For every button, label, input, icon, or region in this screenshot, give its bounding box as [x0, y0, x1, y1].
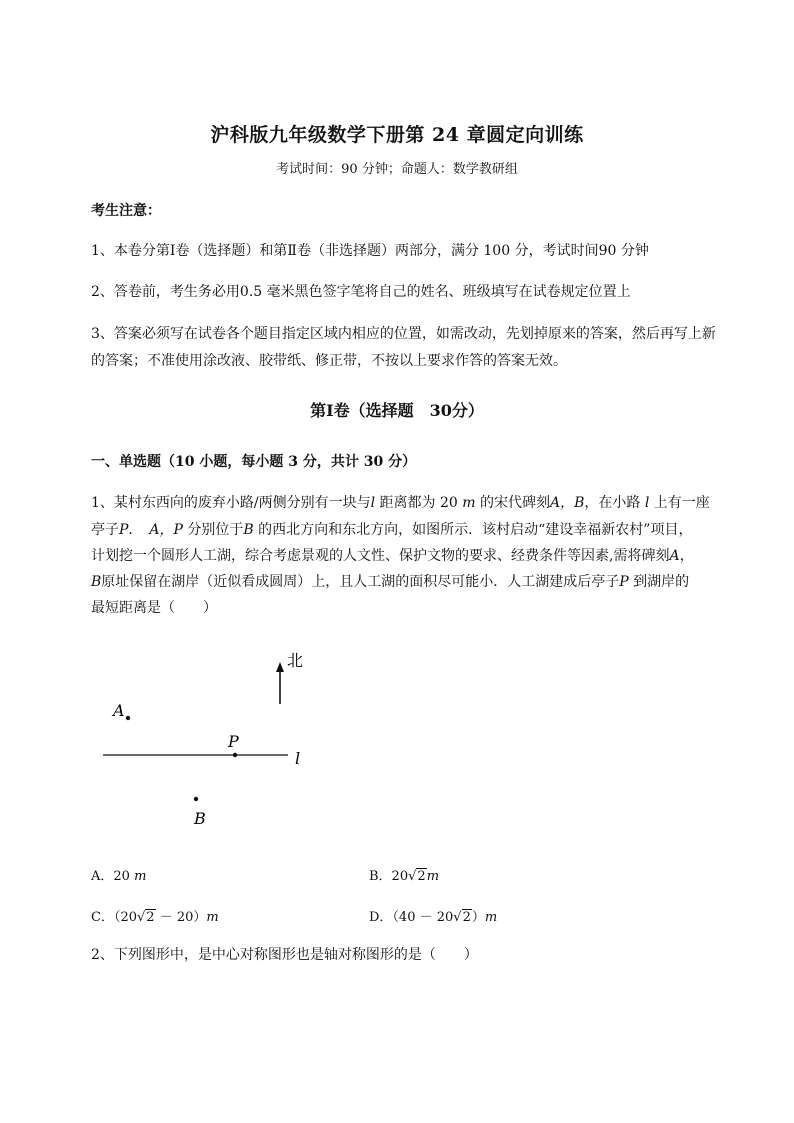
q2-text: 2、下列图形中，是中心对称图形也是轴对称图形的是（ ）	[91, 947, 478, 963]
notice-item-2: 2、答卷前，考生务必用0.5 毫米黑色签字笔将自己的姓名、班级填写在试卷规定位置上	[91, 284, 631, 300]
q1-option-b[interactable]: B．20√2m	[369, 869, 440, 884]
exam-info: 考试时间：90 分钟；命题人：数学教研组	[276, 162, 518, 177]
part-heading: 一、单选题（10 小题，每小题 3 分，共计 30 分）	[91, 454, 417, 470]
notice-item-1: 1、本卷分第Ⅰ卷（选择题）和第Ⅱ卷（非选择题）两部分，满分 100 分，考试时间90 分钟	[91, 243, 649, 259]
point-p	[233, 753, 237, 757]
point-b	[194, 797, 198, 801]
q1-option-d[interactable]: D．（40 － 20√2）m	[369, 910, 498, 925]
section-heading: 第Ⅰ卷（选择题 30分）	[310, 401, 484, 420]
notice-item-3: 3、答案必须写在试卷各个题目指定区域内相应的位置，如需改动，先划掉原来的答案，然后再写上新	[91, 326, 716, 342]
point-a-label: A	[113, 701, 125, 720]
q1-option-a[interactable]: A．20 m	[91, 869, 147, 884]
q1-line-2: 亭子P． A，P 分别位于B 的西北方向和东北方向，如图所示．该村启动“建设幸福新农村”项目，	[91, 522, 693, 538]
sqrt: √2	[408, 869, 426, 884]
north-label: 北	[287, 651, 304, 670]
q1-line-4: B原址保留在湖岸（近似看成圆周）上，且人工湖的面积尽可能小．人工湖建成后亭子P 到湖岸的	[91, 574, 690, 590]
page-title: 沪科版九年级数学下册第 24 章圆定向训练	[210, 124, 584, 146]
q1-figure	[95, 640, 325, 835]
sqrt: √2	[137, 910, 155, 925]
notice-item-3-cont: 的答案；不准使用涂改液、胶带纸、修正带，不按以上要求作答的答案无效。	[91, 353, 567, 369]
q1-line-5: 最短距离是（ ）	[91, 600, 217, 616]
q1-option-c[interactable]: C．（20√2 － 20）m	[91, 910, 219, 925]
notice-heading: 考生注意：	[91, 203, 161, 219]
q1-line-3: 计划挖一个圆形人工湖，综合考虑景观的人文性、保护文物的要求、经费条件等因素,需将碑刻A，	[91, 548, 694, 564]
point-p-label: P	[228, 732, 239, 751]
q1-line-1: 1、某村东西向的废弃小路/两侧分别有一块与l 距离都为 20 m 的宋代碑刻A，B，在小路 l 上有一座	[91, 495, 710, 511]
north-arrow-head	[276, 662, 284, 672]
point-a	[126, 716, 130, 720]
line-l-label: l	[295, 749, 301, 768]
sqrt: √2	[453, 910, 471, 925]
point-b-label: B	[194, 809, 206, 828]
